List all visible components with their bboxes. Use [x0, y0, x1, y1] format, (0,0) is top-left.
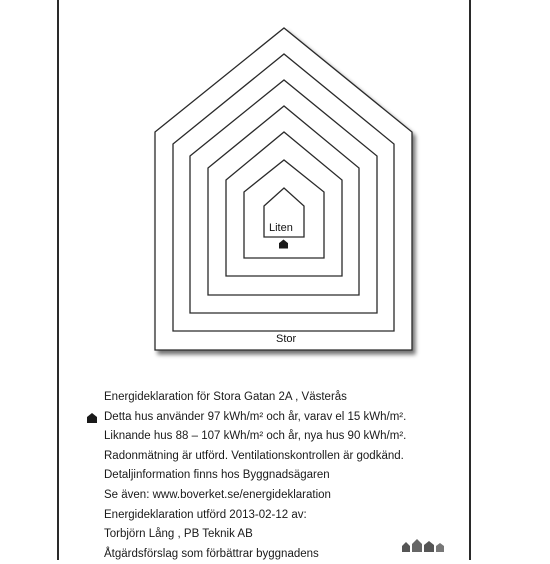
measures-line: Åtgärdsförslag som förbättrar byggnadens: [104, 547, 319, 560]
house-marker-icon: [87, 413, 97, 423]
comparison-line: Liknande hus 88 – 107 kWh/m² och år, nya hus 90 kWh/m².: [104, 430, 407, 443]
usage-text: Detta hus använder 97 kWh/m² och år, varav el 15 kWh/m².: [104, 410, 407, 423]
scale-label-large: Stor: [276, 333, 297, 345]
scale-label-small: Liten: [269, 222, 293, 234]
house-marker-icon: [279, 239, 288, 249]
declaration-line: Energideklaration för Stora Gatan 2A , Västerås: [104, 391, 347, 403]
website-line: Se även: www.boverket.se/energideklaration: [104, 488, 331, 501]
inspector-line: Torbjörn Lång , PB Teknik AB: [104, 528, 253, 541]
boverket-logo-icon: [402, 538, 452, 552]
radon-line: Radonmätning är utförd. Ventilationskontrollen är godkänd.: [104, 449, 404, 462]
usage-line: [104, 408, 464, 428]
owner-info-line: Detaljinformation finns hos Byggnadsägaren: [104, 469, 330, 482]
date-line: Energideklaration utförd 2013-02-12 av:: [104, 508, 307, 521]
